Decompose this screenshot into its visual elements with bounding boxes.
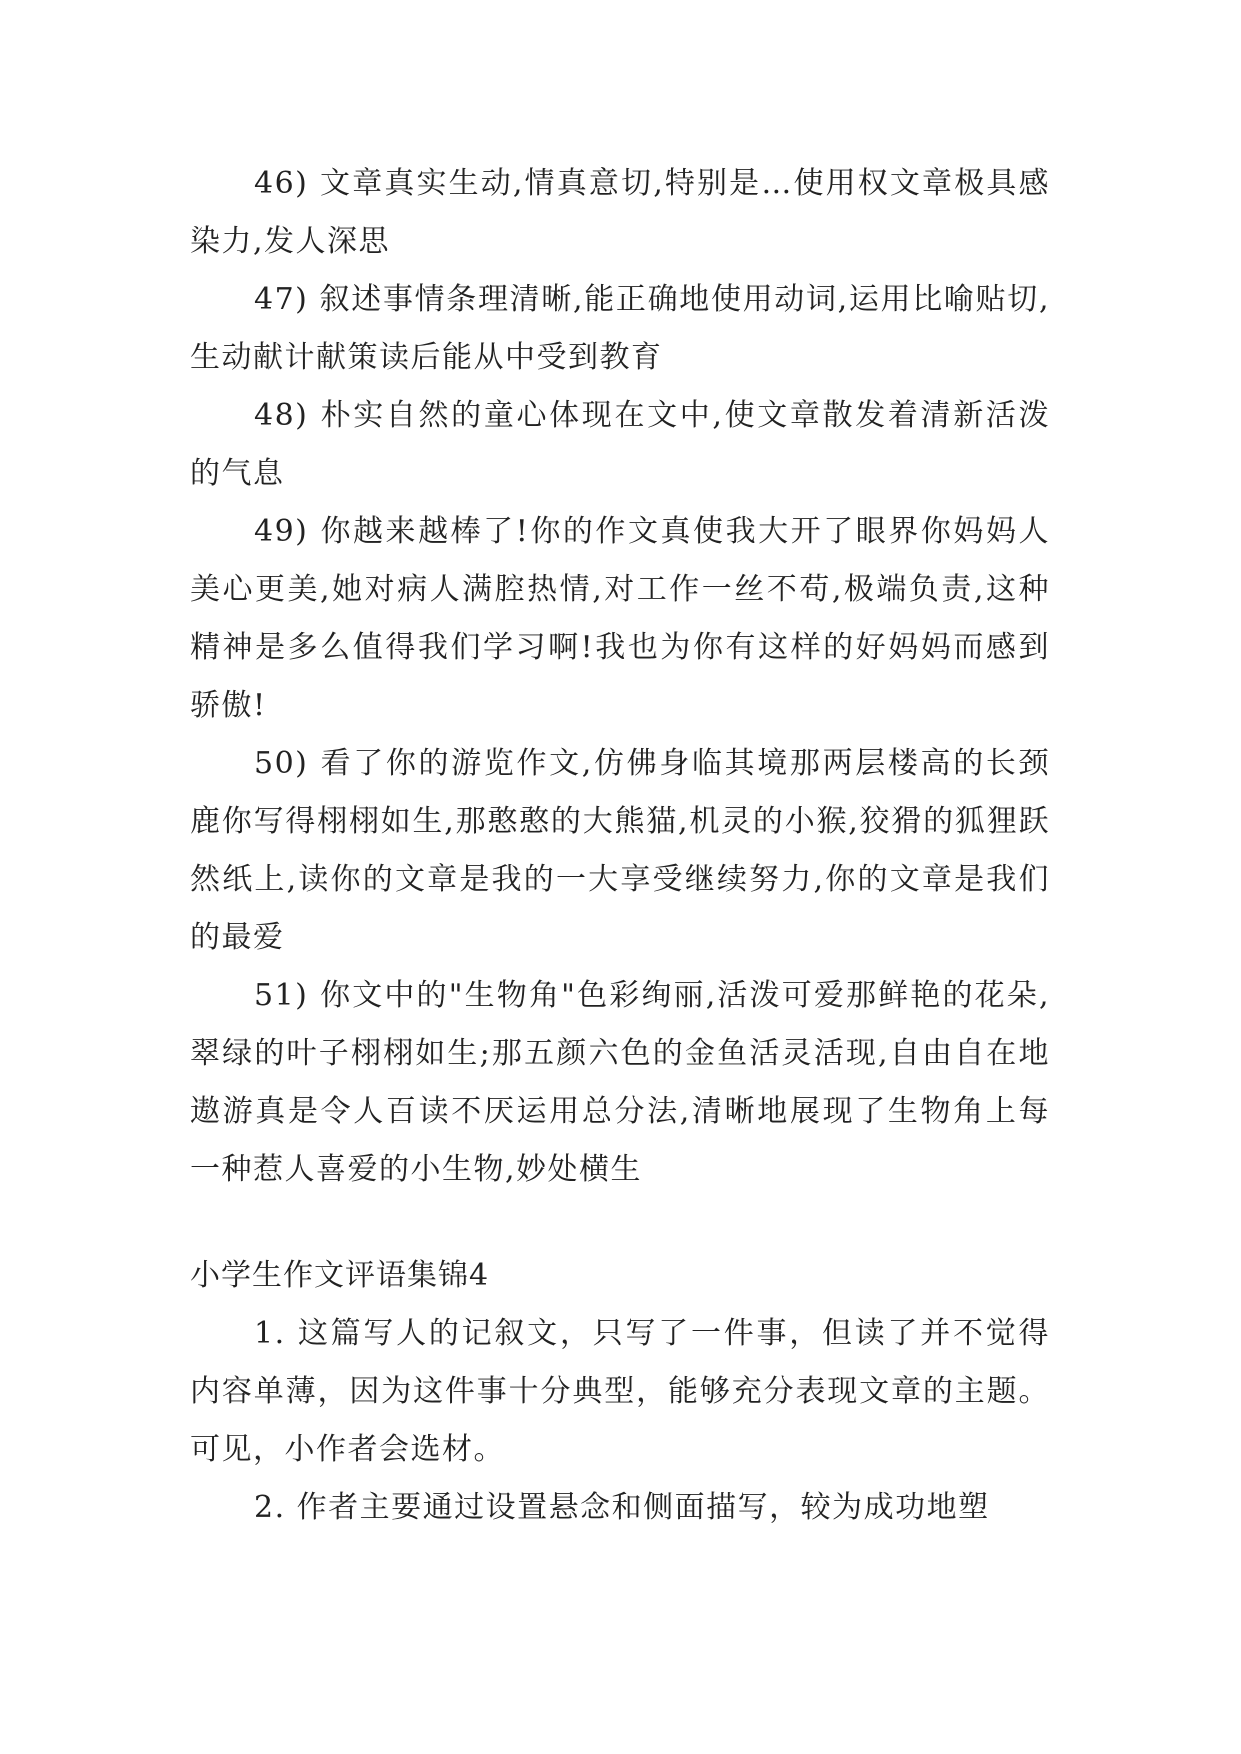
- comment-49: 49) 你越来越棒了!你的作文真使我大开了眼界你妈妈人美心更美,她对病人满腔热情,对工作一丝不苟,极端负责,这种精神是多么值得我们学习啊!我也为你有这样的好妈妈而感到骄傲!: [190, 514, 1050, 723]
- comment-1: 1. 这篇写人的记叙文，只写了一件事，但读了并不觉得内容单薄，因为这件事十分典型，能够充分表现文章的主题。可见，小作者会选材。: [190, 1316, 1050, 1467]
- section-title: 小学生作文评语集锦4: [190, 1258, 490, 1293]
- comment-2: 2. 作者主要通过设置悬念和侧面描写，较为成功地塑: [254, 1490, 990, 1525]
- comment-50: 50) 看了你的游览作文,仿佛身临其境那两层楼高的长颈鹿你写得栩栩如生,那憨憨的大熊猫,机灵的小猴,狡猾的狐狸跃然纸上,读你的文章是我的一大享受继续努力,你的文章是我们的最爱: [190, 746, 1050, 955]
- comment-48: 48) 朴实自然的童心体现在文中,使文章散发着清新活泼的气息: [190, 398, 1050, 491]
- comment-47: 47) 叙述事情条理清晰,能正确地使用动词,运用比喻贴切,生动献计献策读后能从中受到教育: [190, 282, 1050, 375]
- comment-51: 51) 你文中的"生物角"色彩绚丽,活泼可爱那鲜艳的花朵,翠绿的叶子栩栩如生;那五颜六色的金鱼活灵活现,自由自在地遨游真是令人百读不厌运用总分法,清晰地展现了生物角上每一种惹人喜爱的小生物,妙处横生: [190, 978, 1050, 1187]
- comment-46: 46) 文章真实生动,情真意切,特别是…使用权文章极具感染力,发人深思: [190, 166, 1050, 259]
- document-page: [190, 155, 1050, 1537]
